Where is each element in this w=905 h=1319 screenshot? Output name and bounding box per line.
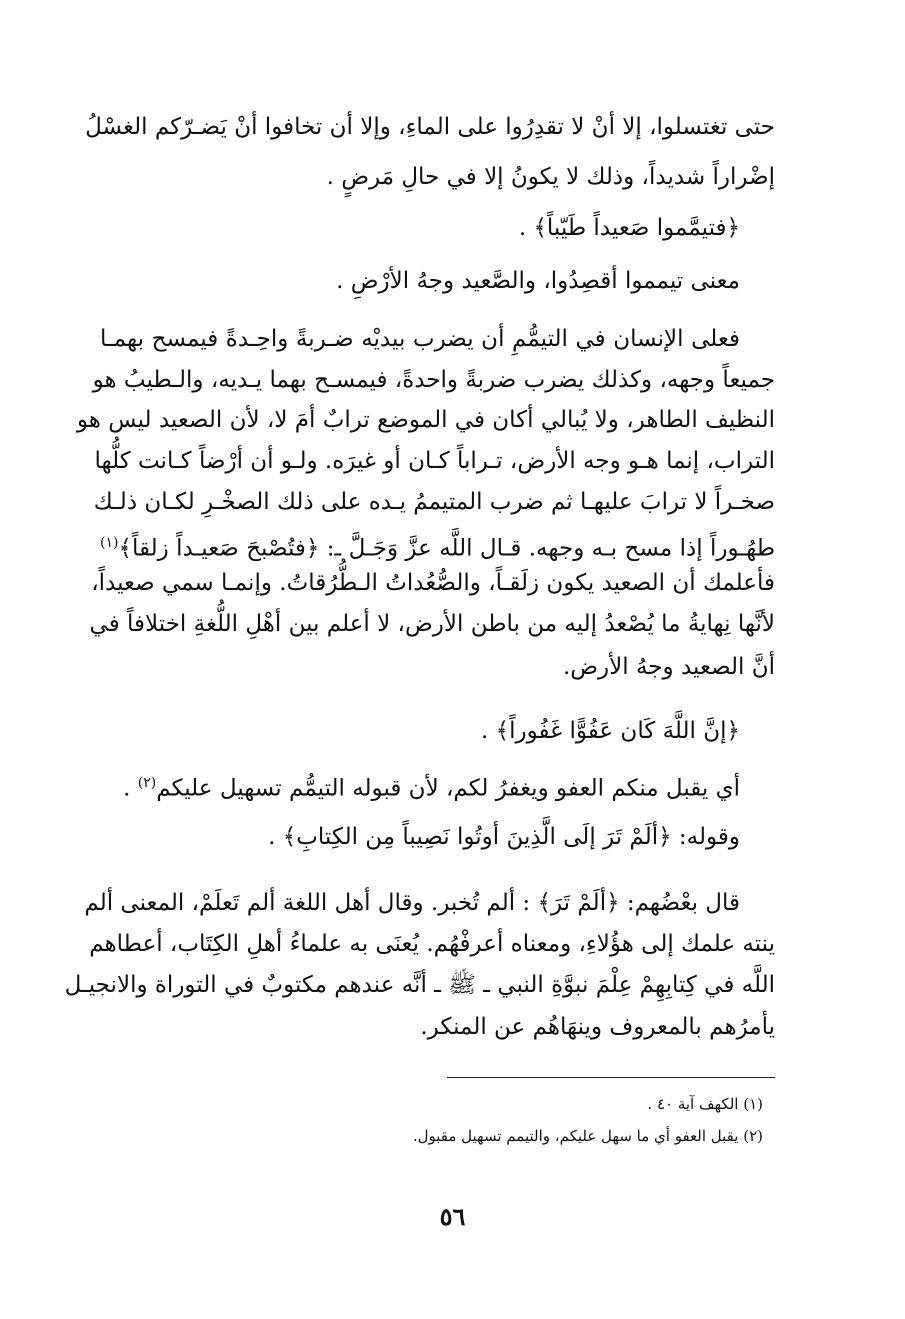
text-line <box>268 822 740 852</box>
text-line <box>327 162 775 192</box>
line-text: طهُـوراً إذا مسح بـه وجهه. قـال اللَّه عزَّ وَجَـلَّ ـ: ﴿فتُصْبحَ صَعيـداً زلقاً﴾ <box>118 535 775 562</box>
footnote-marker: (٢) <box>137 775 157 791</box>
text-line <box>336 266 740 296</box>
line-text: جميعاً وجهه، وكذلك يضرب ضربةً واحدةً، فيمسـح بهما يـديه، والـطيبُ هو <box>92 367 775 393</box>
text-line <box>85 112 775 142</box>
line-text: اللَّه في كِتابِهِمْ عِلْمَ نبوَّةِ النبي ـ ﷺ ـ أنَّه عندهم مكتوبٌ في التوراة والانجيـل <box>64 972 775 998</box>
line-text: معنى تيمموا أقصِدُوا، والصَّعيد وجهُ الأرْضِ . <box>336 268 740 294</box>
line-text: التراب، إنما هـو وجه الأرض، تـراباً كـان أو غيرَه. ولـو أن أرْضاً كـانت كلُّها <box>94 448 775 474</box>
text-line <box>89 609 775 639</box>
text-line <box>84 888 740 918</box>
line-text: قال بعْضُهم: ﴿ألَمْ تَرَ﴾ : ألم تُخبر. وقال أهل اللغة ألم تَعلَمْ، المعنى ألم <box>84 890 740 916</box>
text-line <box>519 213 740 243</box>
text-line <box>481 716 740 746</box>
text-line <box>91 568 775 598</box>
line-text: إضْراراً شديداً، وذلك لا يكونُ إلا في حالِ مَرضٍ . <box>326 164 775 190</box>
text-line <box>92 365 775 395</box>
footnote-marker: (١) <box>100 535 119 551</box>
text-line <box>94 446 775 476</box>
footnote-1: (١) الكهف آية ٤٠ . <box>647 1095 763 1113</box>
text-line <box>100 324 740 354</box>
line-text: حتى تغتسلوا، إلا أنْ لا تقدِرُوا على الماءِ، وإلا أن تخافوا أنْ يَضـرّكم الغسْلُ <box>85 114 775 140</box>
line-text: فعلى الإنسان في التيمُّمِ أن يضرب بيديْه ضـربةً واحِـدةً فيمسح بهمـا <box>100 326 740 352</box>
line-tail: . <box>123 775 138 802</box>
line-text: ﴿فتيمَّموا صَعيداً طَيّباً﴾ . <box>518 215 740 241</box>
line-text: أنَّ الصعيد وجهُ الأرض. <box>562 654 775 680</box>
page-number: ٥٦ <box>439 1202 466 1231</box>
text-line <box>563 652 775 682</box>
footnote-2: (٢) يقبل العفو أي ما سهل عليكم، والتيمم تسهيل مقبول. <box>412 1127 763 1145</box>
text-line <box>89 929 775 959</box>
line-text: صخـراً لا ترابَ عليهـا ثم ضرب المتيممُ يـده على ذلك الصخْـرِ لكـان ذلـك <box>93 489 775 515</box>
text-line <box>76 405 775 435</box>
line-text: فأعلمك أن الصعيد يكون زلَقـاً، والصُّعُداتُ الـطُّرُقاتُ. وإنمـا سمي صعيداً، <box>91 570 775 596</box>
line-text: ينته علمك إلى هؤُلاءِ، ومعناه أعرفْهُم. يُعنَى به علماءُ أهلِ الكِتَاب، أعطاهم <box>89 931 775 957</box>
line-text: وقوله: ﴿ألَمْ تَرَ إلَى الَّذِينَ أوتُوا نَصِيباً مِن الكِتابِ﴾ . <box>268 824 740 850</box>
text-line <box>123 768 740 804</box>
line-text: يأمرُهم بالمعروف وينهَاهُم عن المنكر. <box>420 1014 775 1040</box>
line-text: لأنَّها نِهايةُ ما يُصْعدُ إليه من باطن الأرض، لا أعلم بين أهْلِ اللُّغةِ اختلافاً في <box>89 611 775 637</box>
text-line <box>100 528 775 564</box>
line-text: أي يقبل منكم العفو ويغفرُ لكم، لأن قبوله التيمُّم تسهيل عليكم <box>156 775 740 802</box>
footnote-divider <box>447 1077 775 1078</box>
line-text: ﴿إنَّ اللَّهَ كَان عَفُوًّا غَفُوراً﴾ . <box>481 718 740 744</box>
text-line <box>420 1012 775 1042</box>
text-line <box>93 487 775 517</box>
text-line <box>64 970 775 1000</box>
line-text: النظيف الطاهر، ولا يُبالي أكان في الموضع ترابٌ أمَ لا، لأن الصعيد ليس هو <box>76 407 775 433</box>
